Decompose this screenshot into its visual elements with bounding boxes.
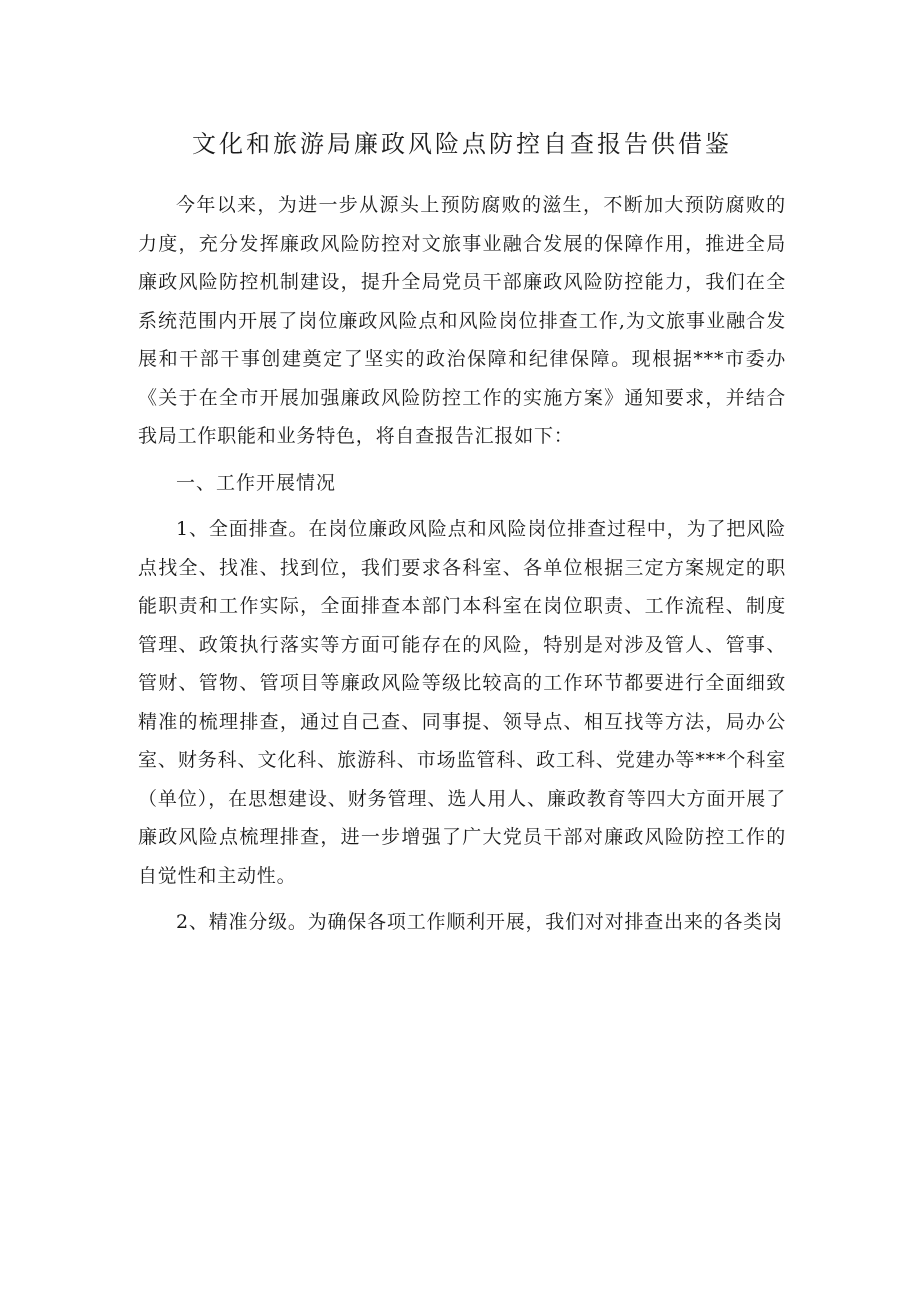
document-page	[138, 128, 786, 950]
item-paragraph-2: 2、精准分级。为确保各项工作顺利开展，我们对对排查出来的各类岗	[176, 911, 783, 933]
document-title: 文化和旅游局廉政风险点防控自查报告供借鉴	[192, 130, 732, 158]
section-heading-1: 一、工作开展情况	[176, 471, 337, 494]
intro-paragraph: 今年以来，为进一步从源头上预防腐败的滋生，不断加大预防腐败的力度，充分发挥廉政风险防控对文旅事业融合发展的保障作用，推进全局廉政风险防控机制建设，提升全局党员干部廉政风险防控能力，我们在全系统范围内开展了岗位廉政风险点和风险岗位排查工作,为文旅事业融合发展和干部干事创建奠定了坚实的政治保障和纪律保障。现根据***市委办《关于在全市开展加强廉政风险防控工作的实施方案》通知要求，并结合我局工作职能和业务特色，将自查报告汇报如下：	[138, 194, 786, 447]
item-paragraph-1: 1、全面排查。在岗位廉政风险点和风险岗位排查过程中，为了把风险点找全、找准、找到位，我们要求各科室、各单位根据三定方案规定的职能职责和工作实际，全面排查本部门本科室在岗位职责、工作流程、制度管理、政策执行落实等方面可能存在的风险，特别是对涉及管人、管事、管财、管物、管项目等廉政风险等级比较高的工作环节都要进行全面细致精准的梳理排查，通过自己查、同事提、领导点、相互找等方法，局办公室、财务科、文化科、旅游科、市场监管科、政工科、党建办等***个科室（单位），在思想建设、财务管理、选人用人、廉政教育等四大方面开展了廉政风险点梳理排查，进一步增强了广大党员干部对廉政风险防控工作的自觉性和主动性。	[138, 518, 786, 887]
